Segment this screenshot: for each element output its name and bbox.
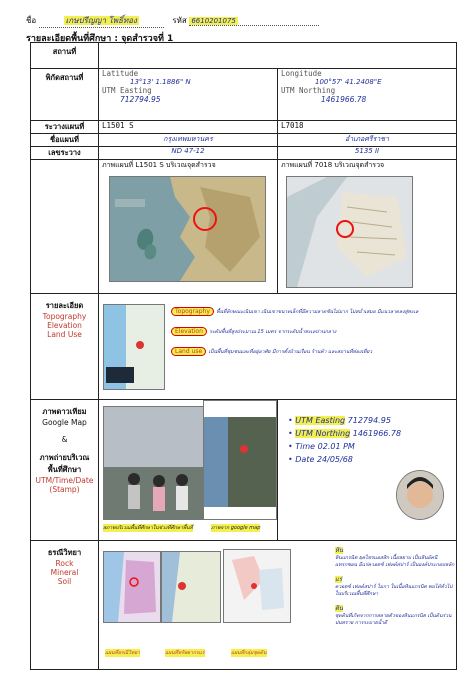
name-label: ชื่อ xyxy=(26,16,37,25)
note-soil-heading: ดิน xyxy=(335,605,343,612)
mapname-right: อำเภอศรีราชา xyxy=(278,134,457,147)
detail-notes xyxy=(171,306,476,356)
topo-map-l1501-image xyxy=(109,176,266,282)
mapname-left: กรุงเทพมหานคร xyxy=(99,134,278,147)
site-photo-cell xyxy=(99,400,278,541)
stamp-utm-e: • UTM Easting 712794.95 xyxy=(288,416,391,425)
detail-content-cell xyxy=(99,294,457,400)
label-photo: ภาพถ่ายบริเวณ xyxy=(39,453,90,462)
row-mapno xyxy=(31,147,457,160)
soil-map-image xyxy=(223,549,291,623)
detail-map-image xyxy=(103,304,165,390)
station-value xyxy=(99,43,457,69)
page-title: รายละเอียดพื้นที่ศึกษา : จุดสำรวจที่ 1 xyxy=(26,34,174,44)
text-topography: พื้นที่ลักษณะเนินเขา เนินเขาขนาดเล็กที่มีความลาดชันไม่มาก ไม่สม่ำเสมอ มีแนวลาดลงสู่ทะเล xyxy=(216,309,419,315)
google-map-caption: ภาพจาก google map xyxy=(211,525,261,531)
label-mapno: เลขระวาง xyxy=(31,147,99,160)
note-soil xyxy=(335,603,455,626)
geology-notes xyxy=(335,545,455,626)
mineral-map-graphic xyxy=(162,552,220,622)
stamp-utm-n-value: 1461966.78 xyxy=(352,429,402,438)
detail-label-cell xyxy=(31,294,99,400)
note-rock xyxy=(335,545,455,568)
note-soil-text: ชุดดินที่เกิดจากการสลายตัวของหินแกรนิต เป็นดินร่วนปนทราย การระบายน้ำดี xyxy=(335,613,452,626)
detail-item-elevation xyxy=(171,326,476,336)
label-utm-time-date: UTM/Time/Date xyxy=(35,476,94,485)
id-value: 6610201075 xyxy=(191,17,236,25)
topo-map-7018-graphic xyxy=(287,177,412,287)
note-mineral-heading: แร่ xyxy=(335,576,343,583)
tag-land-use: Land use xyxy=(171,347,206,356)
stamp-cell xyxy=(278,400,457,541)
mapno-right: 5135 II xyxy=(278,147,457,160)
label-soil: Soil xyxy=(57,577,72,586)
stamp-utm-e-value: 712794.95 xyxy=(347,416,391,425)
mineral-map-image xyxy=(161,551,221,623)
label-detail: รายละเอียด xyxy=(45,301,84,310)
row-mapname xyxy=(31,134,457,147)
tag-topography: Topography xyxy=(171,307,214,316)
utm-e-label: UTM Easting xyxy=(102,86,152,95)
lat-label: Latitude xyxy=(102,69,139,78)
text-elevation: ระดับพื้นที่สูงประมาณ 15 เมตร จากระดับน้ำทะเลปานกลาง xyxy=(209,329,337,335)
geology-map-graphic xyxy=(104,552,160,622)
map-right-caption: ภาพแผนที่ 7018 บริเวณจุดสำรวจ xyxy=(281,161,385,169)
maps-label-cell xyxy=(31,160,99,294)
detail-item-topography xyxy=(171,306,476,316)
stamp-time: • Time 02.01 PM xyxy=(288,442,355,451)
site-photo-image xyxy=(103,406,205,520)
label-coords: พิกัดสถานที่ xyxy=(31,69,99,121)
row-series xyxy=(31,121,457,134)
topo-map-7018-image xyxy=(286,176,413,288)
stamp-date-key: Date xyxy=(295,455,315,464)
id-label: รหัส xyxy=(172,16,187,25)
map-left-caption: ภาพแผนที่ L1501 S บริเวณจุดสำรวจ xyxy=(102,161,216,169)
note-mineral-text: ควอตซ์ เฟลด์สปาร์ ไมกา ในเนื้อหินแกรนิต พบได้ทั่วไปในบริเวณพื้นที่ศึกษา xyxy=(335,584,453,597)
label-ampersand: & xyxy=(61,435,68,444)
study-area-table xyxy=(30,42,457,670)
label-topography: Topography xyxy=(42,312,87,321)
name-value: เกษปรีญญา โพธิ์ทอง xyxy=(65,16,137,25)
stamp-utm-e-key: UTM Easting xyxy=(295,416,346,425)
stamp-utm-n-key: UTM Northing xyxy=(295,429,351,438)
note-mineral xyxy=(335,574,455,597)
label-geology: ธรณีวิทยา xyxy=(47,548,82,557)
row-geology xyxy=(31,541,457,670)
site-photo-caption: สภาพบริเวณพื้นที่ศึกษาในช่วงที่ศึกษาพื้นที่ xyxy=(103,525,193,531)
lon-value: 100°57' 41.2408"E xyxy=(315,78,382,86)
caption-mineral-map: แผนที่ทรัพยากรแร่ xyxy=(165,650,205,656)
label-rock: Rock xyxy=(55,559,74,568)
satellite-label-cell xyxy=(31,400,99,541)
map-right-cell xyxy=(278,160,457,294)
note-rock-text: หินแกรนิต ยุคไทรแอสสิก เนื้อหยาบ เป็นหินอัคนีแทรกซอน มีแร่ควอตซ์ เฟลด์สปาร์ เป็นองค์ประกอบหลัก xyxy=(335,555,455,568)
label-study-area: พื้นที่ศึกษา xyxy=(47,465,82,474)
coords-right xyxy=(278,69,457,121)
series-right: L7018 xyxy=(278,121,457,134)
selfie-sticker-image xyxy=(396,470,444,520)
lat-value: 13°13' 1.1886" N xyxy=(130,78,191,86)
geology-content-cell xyxy=(99,541,457,670)
header-line xyxy=(26,14,319,28)
caption-soil-map: แผนที่กลุ่มชุดดิน xyxy=(231,650,267,656)
caption-geology-map: แผนที่ธรณีวิทยา xyxy=(105,650,141,656)
utm-e-value: 712794.95 xyxy=(120,95,161,104)
geology-map-image xyxy=(103,551,161,623)
stamp-time-value: 02.01 PM xyxy=(317,442,355,451)
utm-n-value: 1461966.78 xyxy=(321,95,367,104)
row-maps xyxy=(31,160,457,294)
row-station xyxy=(31,43,457,69)
stamp-utm-n: • UTM Northing 1461966.78 xyxy=(288,429,402,438)
geology-label-cell xyxy=(31,541,99,670)
label-mineral: Mineral xyxy=(50,568,79,577)
google-map-image xyxy=(203,400,277,520)
label-station: สถานที่ xyxy=(31,43,99,69)
row-coords xyxy=(31,69,457,121)
label-google-map: Google Map xyxy=(42,418,87,427)
label-series: ระวางแผนที่ xyxy=(31,121,99,134)
note-rock-heading: หิน xyxy=(335,547,344,554)
topo-map-l1501-graphic xyxy=(110,177,265,281)
site-photo-graphic xyxy=(104,407,204,519)
label-satellite: ภาพดาวเทียม xyxy=(42,407,87,416)
detail-item-land-use xyxy=(171,346,476,356)
label-stamp: (Stamp) xyxy=(49,485,80,494)
id-field xyxy=(189,16,319,26)
row-satellite xyxy=(31,400,457,541)
lon-label: Longitude xyxy=(281,69,322,78)
label-mapname: ชื่อแผนที่ xyxy=(31,134,99,147)
google-map-graphic xyxy=(204,401,276,519)
map-left-cell xyxy=(99,160,278,294)
stamp-time-key: Time xyxy=(295,442,316,451)
detail-map-graphic xyxy=(104,305,164,389)
name-field xyxy=(39,14,164,28)
stamp-date-value: 24/05/68 xyxy=(316,455,353,464)
mapno-left: ND 47-12 xyxy=(99,147,278,160)
label-land-use: Land Use xyxy=(47,330,82,339)
utm-n-label: UTM Northing xyxy=(281,86,336,95)
selfie-graphic xyxy=(397,471,443,519)
stamp-list xyxy=(288,416,401,464)
series-left: L1501 S xyxy=(99,121,278,134)
stamp-date: • Date 24/05/68 xyxy=(288,455,353,464)
text-land-use: เป็นพื้นที่ชุมชนและที่อยู่อาศัย มีการตั้งบ้านเรือน ร้านค้า และสถานที่ท่องเที่ยว xyxy=(208,349,373,355)
label-elevation: Elevation xyxy=(47,321,82,330)
coords-left xyxy=(99,69,278,121)
tag-elevation: Elevation xyxy=(171,327,207,336)
soil-map-graphic xyxy=(224,550,290,622)
row-detail xyxy=(31,294,457,400)
